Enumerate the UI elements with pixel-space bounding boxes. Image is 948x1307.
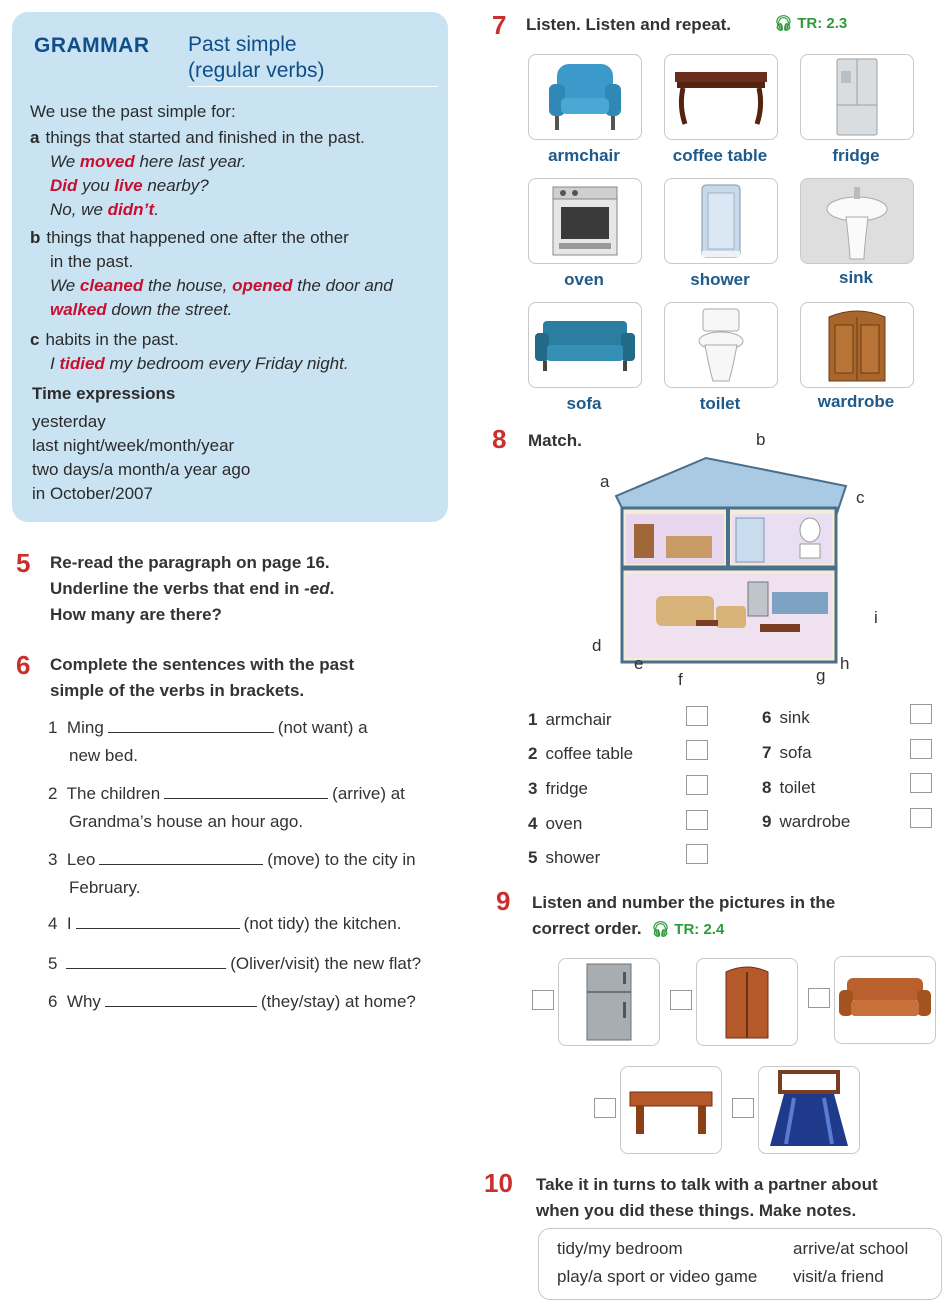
grammar-subtitle	[188, 32, 325, 84]
rule-letter: a	[30, 128, 40, 147]
grammar-intro: We use the past simple for:	[30, 102, 236, 121]
grammar-subtitle-line2: (regular verbs)	[188, 59, 325, 82]
coffee-table-icon	[671, 62, 771, 132]
answer-blank[interactable]	[99, 847, 263, 865]
match-item: 9 wardrobe	[762, 812, 851, 831]
picture-label: shower	[690, 270, 750, 289]
house-label-f: f	[678, 670, 683, 689]
note-item: play/a sport or video game	[557, 1267, 758, 1286]
exercise-9-number: 9	[496, 886, 511, 916]
sentence-1-cont: new bed.	[69, 746, 138, 765]
sentence-5: 5 (Oliver/visit) the new flat?	[48, 950, 421, 978]
headphones-icon: 🎧︎	[651, 921, 671, 938]
exercise-6-instruction: Complete the sentences with the past simple of the verbs in brackets.	[50, 655, 355, 700]
armchair-picture	[528, 54, 642, 140]
grammar-example: No, we didn’t.	[50, 200, 159, 219]
grammar-box	[12, 12, 448, 522]
rule-text: things that started and finished in the past.	[45, 128, 365, 147]
house-label-e: e	[634, 654, 644, 673]
picture-label: oven	[564, 270, 604, 289]
oven-icon	[545, 183, 625, 259]
coffee-table-picture	[664, 54, 778, 140]
fridge-picture	[800, 54, 914, 140]
exercise-7-track[interactable]: 🎧︎ TR: 2.3	[774, 15, 848, 32]
house-label-b: b	[756, 430, 766, 449]
answer-blank[interactable]	[164, 781, 328, 799]
exercise-6-number: 6	[16, 650, 31, 680]
exercise-5-instruction: Re-read the paragraph on page 16. Underline the verbs that end in -ed. How many are there?	[50, 553, 335, 624]
wardrobe-icon	[722, 962, 772, 1042]
order-answer-box[interactable]	[532, 990, 554, 1010]
picture-label: wardrobe	[817, 392, 895, 411]
exercise-8-instruction: Match.	[528, 431, 582, 450]
grammar-rule-a	[30, 126, 365, 150]
picture-label: toilet	[699, 394, 741, 413]
picture-label: fridge	[832, 146, 880, 165]
sentence-3: 3 Leo (move) to the city in	[48, 846, 416, 874]
match-item: 2 coffee table	[528, 744, 634, 763]
house-label-d: d	[592, 636, 602, 655]
match-answer-box[interactable]	[686, 706, 708, 726]
grammar-rule-c	[30, 328, 179, 352]
notes-box	[538, 1228, 942, 1300]
exercise-10-number: 10	[484, 1168, 513, 1198]
match-answer-box[interactable]	[910, 704, 932, 724]
picture-label: sofa	[566, 394, 602, 413]
wardrobe-icon	[825, 305, 889, 385]
sentence-2-cont: Grandma’s house an hour ago.	[69, 812, 304, 831]
sofa-icon	[837, 972, 933, 1028]
answer-blank[interactable]	[66, 951, 226, 969]
grammar-rule-b	[30, 226, 349, 250]
exercise-7-number: 7	[492, 10, 507, 40]
shower-icon	[696, 181, 746, 261]
rule-text: in the past.	[50, 252, 134, 271]
match-answer-box[interactable]	[910, 773, 932, 793]
match-item: 3 fridge	[528, 779, 588, 798]
toilet-icon	[691, 305, 751, 385]
grammar-subtitle-line1: Past simple	[188, 33, 297, 56]
answer-blank[interactable]	[105, 989, 257, 1007]
oven-picture	[528, 178, 642, 264]
shower-picture	[664, 178, 778, 264]
bed-order-picture	[758, 1066, 860, 1154]
bed-icon	[764, 1070, 854, 1150]
time-expression: yesterday	[32, 412, 106, 431]
house-label-a: a	[600, 472, 610, 491]
grammar-example: We moved here last year.	[50, 152, 247, 171]
note-item: visit/a friend	[793, 1267, 884, 1286]
match-answer-box[interactable]	[686, 810, 708, 830]
fridge-icon	[832, 57, 882, 137]
sentence-3-cont: February.	[69, 878, 141, 897]
exercise-7-instruction: Listen. Listen and repeat.	[526, 15, 731, 34]
sofa-picture	[528, 302, 642, 388]
grammar-title: GRAMMAR	[34, 34, 150, 57]
answer-blank[interactable]	[108, 715, 274, 733]
sentence-6: 6 Why (they/stay) at home?	[48, 988, 416, 1016]
exercise-5-number: 5	[16, 548, 31, 578]
match-item: 8 toilet	[762, 778, 816, 797]
toilet-picture	[664, 302, 778, 388]
exercise-9-instruction: Listen and number the pictures in the correct order. 🎧︎ TR: 2.4	[532, 893, 836, 938]
time-expression: two days/a month/a year ago	[32, 460, 251, 479]
note-item: arrive/at school	[793, 1239, 909, 1258]
grammar-divider	[188, 86, 438, 87]
sentence-2: 2 The children (arrive) at	[48, 780, 405, 808]
rule-text: things that happened one after the other	[46, 228, 349, 247]
coffee-table-icon	[626, 1082, 716, 1138]
grammar-example: I tidied my bedroom every Friday night.	[50, 354, 349, 373]
house-cutaway-illustration	[596, 456, 852, 672]
order-answer-box[interactable]	[670, 990, 692, 1010]
order-answer-box[interactable]	[732, 1098, 754, 1118]
match-item: 7 sofa	[762, 743, 812, 762]
house-label-c: c	[856, 488, 865, 507]
match-answer-box[interactable]	[686, 844, 708, 864]
time-expression: in October/2007	[32, 484, 153, 503]
sentence-1: 1 Ming (not want) a	[48, 714, 368, 742]
house-label-h: h	[840, 654, 850, 673]
exercise-10-instruction: Take it in turns to talk with a partner about when you did these things. Make notes.	[536, 1175, 878, 1220]
answer-blank[interactable]	[76, 911, 240, 929]
house-label-i: i	[874, 608, 878, 627]
headphones-icon: 🎧︎	[774, 15, 794, 32]
grammar-example: walked down the street.	[50, 300, 233, 319]
match-answer-box[interactable]	[686, 775, 708, 795]
sink-picture	[800, 178, 914, 264]
match-item: 6 sink	[762, 708, 810, 727]
table-order-picture	[620, 1066, 722, 1154]
picture-label: sink	[838, 268, 874, 287]
time-expression: last night/week/month/year	[32, 436, 235, 455]
wardrobe-picture	[800, 302, 914, 388]
match-item: 5 shower	[528, 848, 601, 867]
match-answer-box[interactable]	[910, 808, 932, 828]
picture-label: armchair	[548, 146, 620, 165]
sentence-4: 4 I (not tidy) the kitchen.	[48, 910, 401, 938]
fridge-order-picture	[558, 958, 660, 1046]
sofa-icon	[533, 315, 637, 375]
time-expressions-heading: Time expressions	[32, 384, 176, 403]
sink-icon	[822, 181, 892, 261]
armchair-icon	[545, 58, 625, 136]
match-answer-box[interactable]	[910, 739, 932, 759]
order-answer-box[interactable]	[808, 988, 830, 1008]
house-label-g: g	[816, 666, 826, 685]
match-answer-box[interactable]	[686, 740, 708, 760]
picture-label: coffee table	[672, 146, 768, 165]
wardrobe-order-picture	[696, 958, 798, 1046]
fridge-icon	[579, 962, 639, 1042]
match-item: 1 armchair	[528, 710, 612, 729]
grammar-example: Did you live nearby?	[50, 176, 209, 195]
order-answer-box[interactable]	[594, 1098, 616, 1118]
sofa-order-picture	[834, 956, 936, 1044]
rule-letter: b	[30, 228, 41, 247]
rule-text: habits in the past.	[45, 330, 179, 349]
exercise-8-number: 8	[492, 424, 507, 454]
rule-letter: c	[30, 330, 40, 349]
match-item: 4 oven	[528, 814, 583, 833]
exercise-9-track[interactable]: 🎧︎ TR: 2.4	[651, 921, 725, 938]
grammar-example: We cleaned the house, opened the door and	[50, 276, 393, 295]
note-item: tidy/my bedroom	[557, 1239, 683, 1258]
